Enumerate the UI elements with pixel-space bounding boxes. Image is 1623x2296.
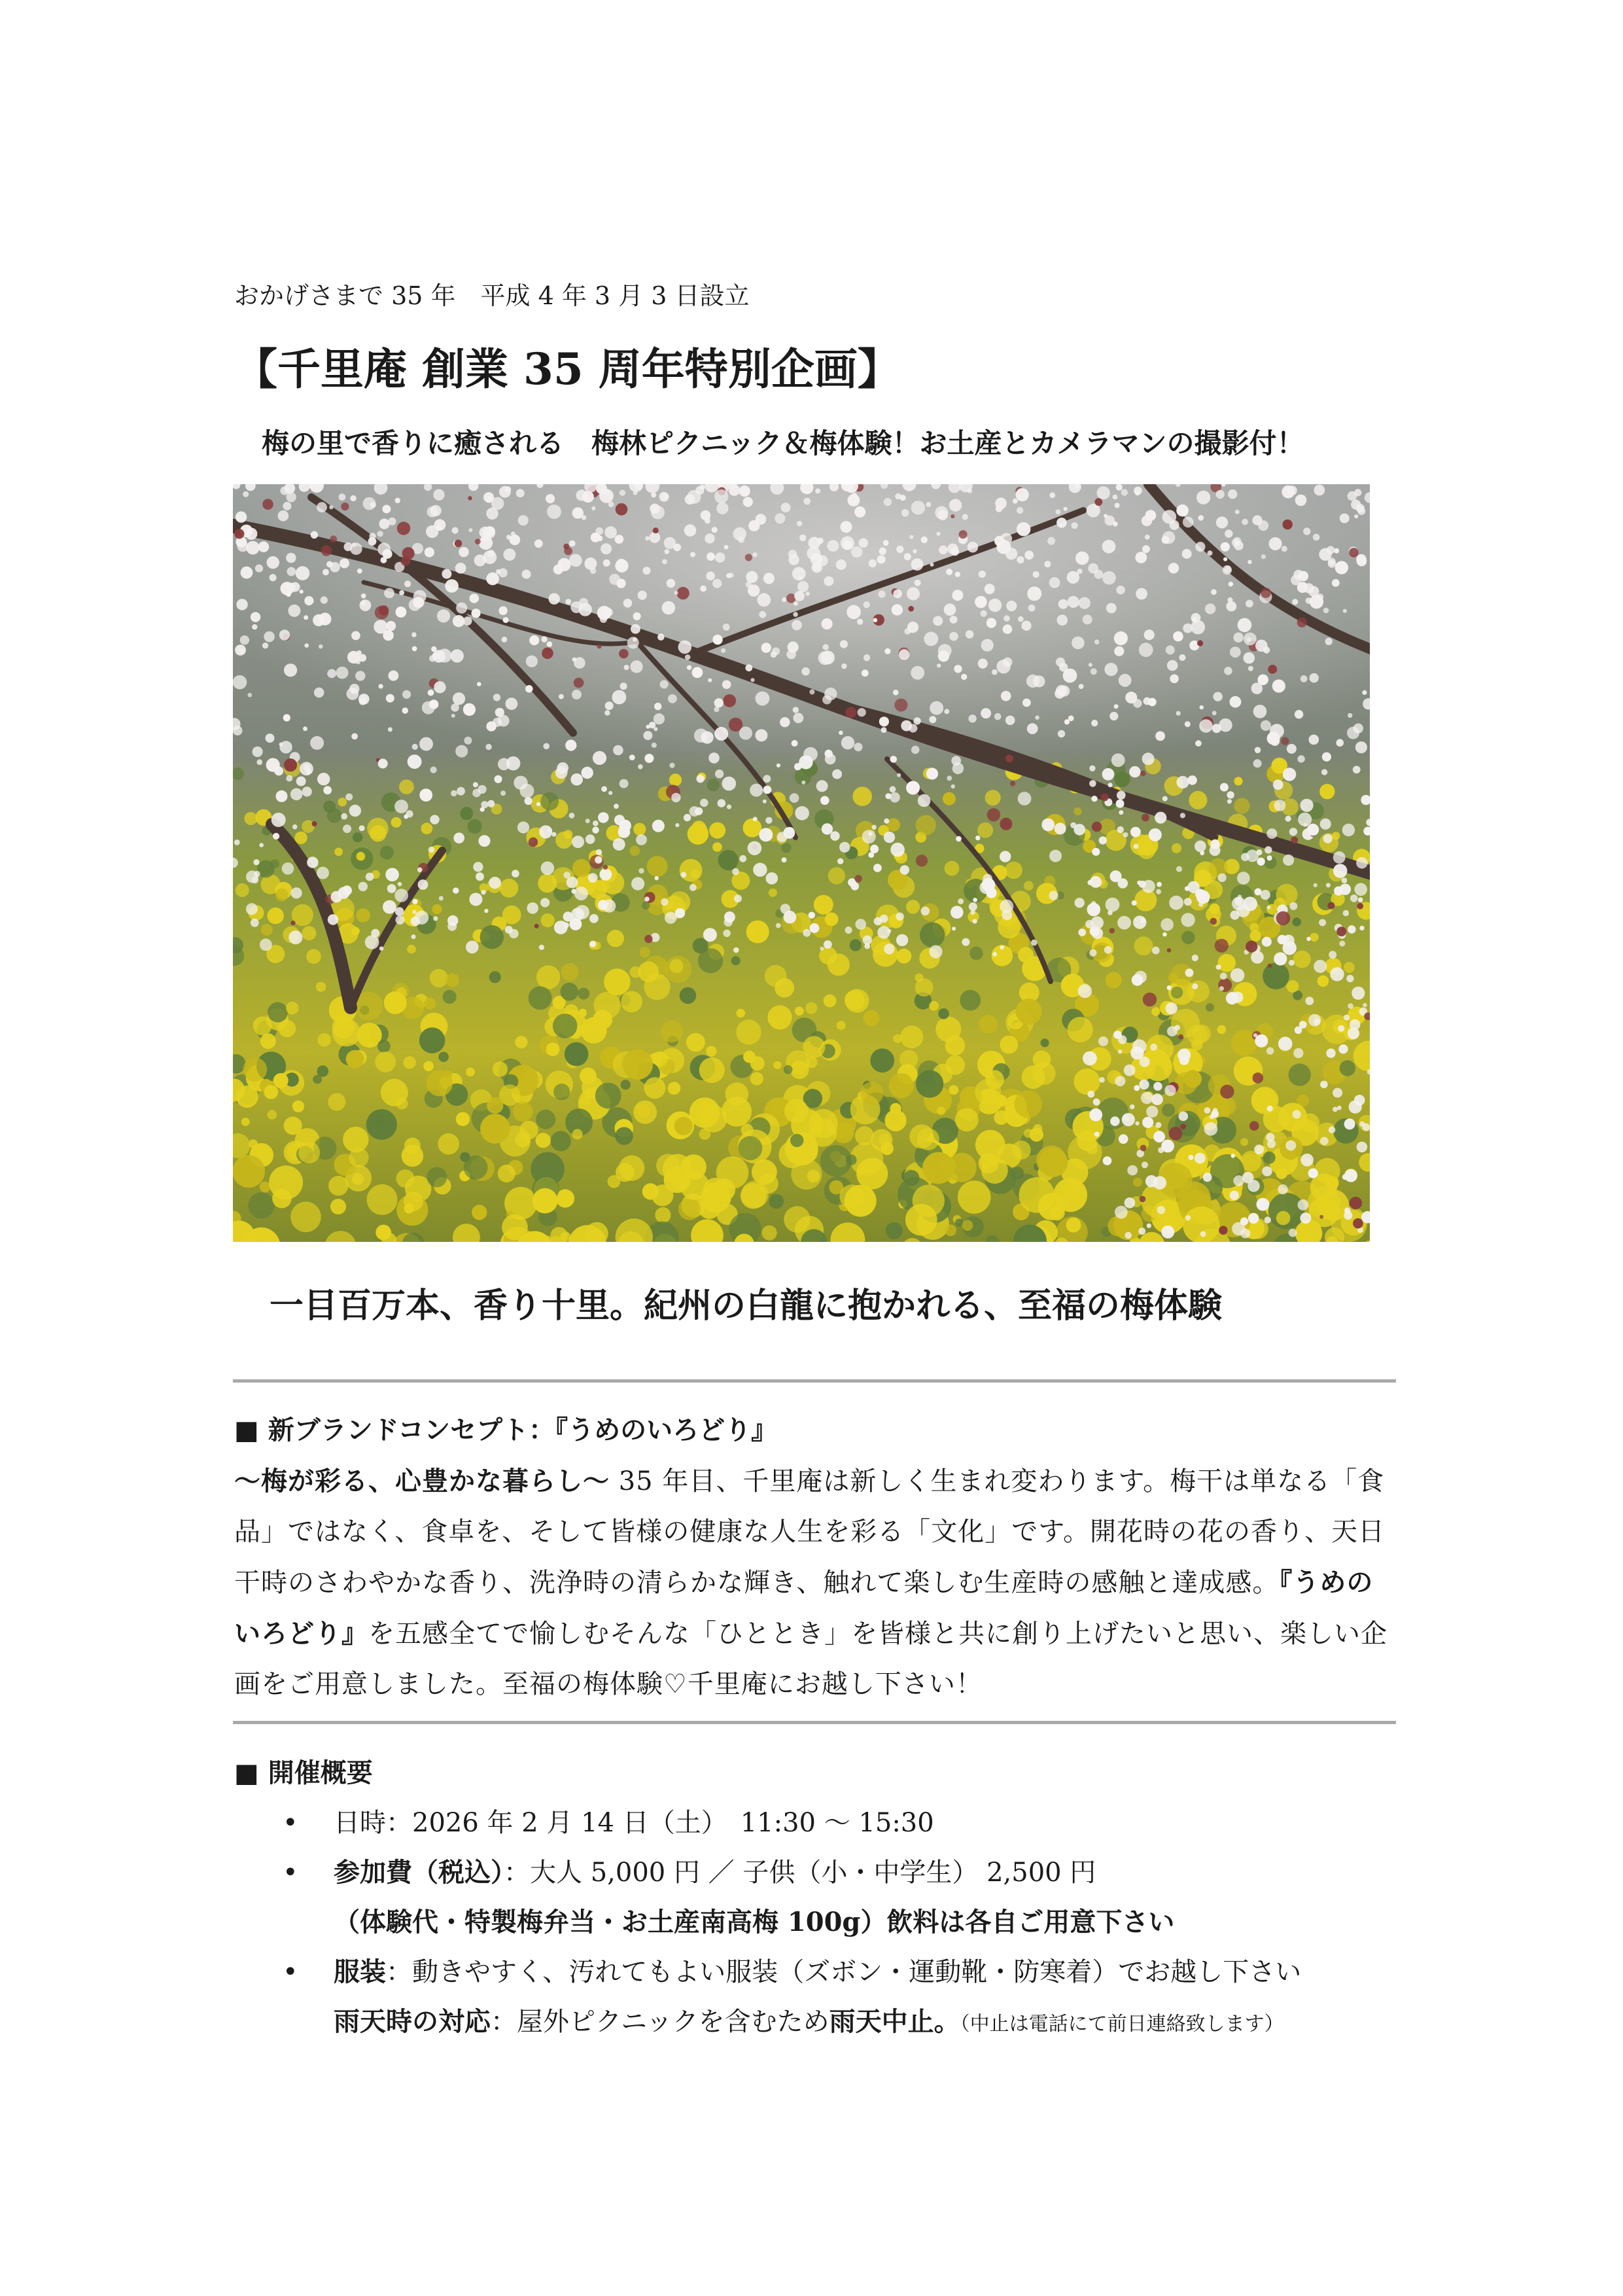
page-subtitle: 梅の里で香りに癒される 梅林ピクニック＆梅体験！お土産とカメラマンの撮影付！ — [262, 427, 1304, 459]
concept-heading: ■ 新ブランドコンセプト：『うめのいろどり』 — [234, 1415, 778, 1445]
event-date: 日時：2026 年 2 月 14 日（土） 11:30 〜 15:30 — [334, 1808, 934, 1838]
overview-heading: ■ 開催概要 — [234, 1757, 373, 1788]
concept-text-2: を五感全てで愉しむそんな「ひととき」を皆様と共に創り上げたいと思い、楽しい企画をご用意しました。至福の梅体験♡千里庵にお越し下さい！ — [234, 1619, 1387, 1699]
section-divider — [233, 1379, 1396, 1383]
fee-note: （体験代・特製梅弁当・お土産南高梅 100g）飲料は各自ご用意下さい — [334, 1907, 1175, 1937]
bullet-icon: • — [283, 1808, 298, 1838]
bullet-icon: • — [283, 1858, 298, 1888]
anniversary-tagline: おかげさまで 35 年 平成 4 年 3 月 3 日設立 — [234, 281, 750, 310]
dress-label: 服装 — [334, 1956, 386, 1987]
rain-cancel: 雨天中止。 — [829, 2006, 960, 2037]
event-fee — [334, 1854, 1096, 1891]
rain-label: 雨天時の対応 — [334, 2006, 491, 2037]
concept-lead: 〜梅が彩る、心豊かな暮らし〜 — [234, 1466, 610, 1496]
dress-code — [334, 1954, 1301, 1990]
section-divider — [233, 1721, 1396, 1724]
page-title: 【千里庵 創業 35 周年特別企画】 — [234, 344, 901, 395]
catchphrase: 一目百万本、香り十里。紀州の白龍に抱かれる、至福の梅体験 — [270, 1286, 1223, 1326]
concept-text-1: 35 年目、千里庵は新しく生まれ変わります。梅干は単なる「食品」ではなく、食卓を、そして皆様の健康な人生を彩る「文化」です。開花時の花の香り、天日干時のさわやかな香り、洗浄時の清らかな輝き、触れて楽しむ生産時の感触と達成感。 — [234, 1466, 1385, 1598]
rain-policy — [334, 2004, 1284, 2043]
rain-note: （中止は電話にて前日連絡致します） — [960, 2013, 1284, 2036]
fee-value: ：大人 5,000 円 ／ 子供（小・中学生） 2,500 円 — [504, 1858, 1096, 1888]
rain-value: ：屋外ピクニックを含むため — [491, 2007, 829, 2037]
concept-paragraph — [234, 1456, 1399, 1710]
plum-blossom-and-rapeseed-photo — [233, 484, 1370, 1242]
fee-label: 参加費（税込） — [334, 1857, 504, 1888]
bullet-icon: • — [283, 1957, 298, 1987]
concept-brand-name: 『うめのいろどり』 — [234, 1567, 1374, 1649]
dress-value: ：動きやすく、汚れてもよい服装（ズボン・運動靴・防寒着）でお越し下さい — [386, 1957, 1302, 1987]
